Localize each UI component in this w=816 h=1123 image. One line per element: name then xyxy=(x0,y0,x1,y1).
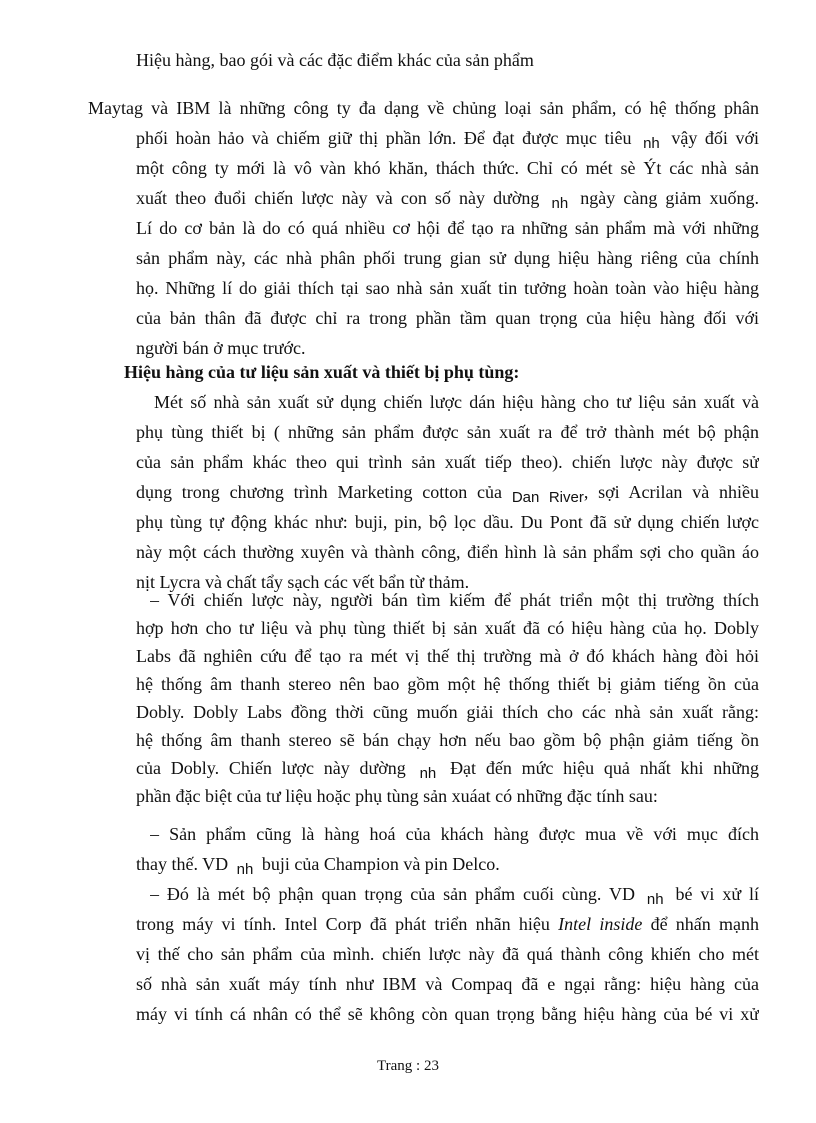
p1-line-1: Maytag và IBM là những công ty đa dạng về chủng loại sản phẩm, có hệ thống phân xyxy=(88,98,759,118)
p5-line-3: vị thế cho sản phẩm của mình. chiến lược này đã quá thành công khiến cho mét xyxy=(136,944,759,964)
p3-line-2: hợp hơn cho tư liệu và phụ tùng thiết bị sản xuất đã có hiệu hàng của họ. Dobly xyxy=(136,618,759,638)
p5-line-2: trong máy vi tính. Intel Corp đã phát triển nhãn hiệu Intel inside để nhấn mạnh xyxy=(136,914,759,934)
p5-line-4: số nhà sản xuất máy tính như IBM và Compaq đã e ngại rằng: hiệu hàng của xyxy=(136,974,759,994)
p1-line-2: phối hoàn hảo và chiếm giữ thị phần lớn. Để đạt được mục tiêu $_{nh}$ vậy đối với xyxy=(136,128,759,150)
p3-line-7: của Dobly. Chiến lược này dường $_{nh}$ Đạt đến mức hiệu quả nhất khi những xyxy=(136,758,759,780)
p5-line-5: máy vi tính cá nhân có thể sẽ không còn quan trọng bằng hiệu hàng của bé vi xử xyxy=(136,1004,759,1024)
page-number: Trang : 23 xyxy=(377,1058,439,1074)
p3-line-6: hệ thống âm thanh stereo sẽ bán chạy hơn nếu bao gồm bộ phận giảm tiếng ồn xyxy=(136,730,759,750)
p3-line-4: hệ thống âm thanh stereo nên bao gồm một hệ thống thiết bị giảm tiếng ồn của xyxy=(136,674,759,694)
p2-line-4: dụng trong chương trình Marketing cotton của $_{Dan River}$, sợi Acrilan và nhiều xyxy=(136,482,759,504)
p1-line-5: Lí do cơ bản là do có quá nhiều cơ hội để tạo ra những sản phẩm mà với những xyxy=(136,218,759,238)
top-heading: Hiệu hàng, bao gói và các đặc điểm khác của sản phẩm xyxy=(136,50,534,70)
p3-line-1: – Với chiến lược này, người bán tìm kiếm để phát triển một thị trường thích xyxy=(150,590,759,610)
p2-line-7: nịt Lycra và chất tẩy sạch các vết bẩn từ thảm. xyxy=(136,572,470,592)
p1-line-7: họ. Những lí do giải thích tại sao nhà sản xuất tin tưởng hoàn toàn vào hiệu hàng xyxy=(136,278,759,298)
p1-line-8: của bản thân đã được chỉ ra trong phần tầm quan trọng của hiệu hàng đối với xyxy=(136,308,759,328)
p4-line-1: – Sản phẩm cũng là hàng hoá của khách hàng được mua về với mục đích xyxy=(150,824,759,844)
p5-line-1: – Đó là mét bộ phận quan trọng của sản phẩm cuối cùng. VD $_{nh}$ bé vi xử lí xyxy=(150,884,759,906)
p2-line-1: Mét số nhà sản xuất sử dụng chiến lược dán hiệu hàng cho tư liệu sản xuất và xyxy=(154,392,759,412)
p3-line-3: Labs đã nghiên cứu để tạo ra mét vị thế thị trường mà ở đó khách hàng đòi hỏi xyxy=(136,646,759,666)
p2-line-3: của sản phẩm khác theo qui trình sản xuất tiếp theo). chiến lược này được sử xyxy=(136,452,759,472)
p2-line-5: phụ tùng tự động khác như: buji, pin, bộ lọc dầu. Du Pont đã sử dụng chiến lược xyxy=(136,512,759,532)
p3-line-8: phần đặc biệt của tư liệu hoặc phụ tùng sản xuáat có những đặc tính sau: xyxy=(136,786,658,806)
p1-line-4: xuất theo đuổi chiến lược này và con số này dường $_{nh}$ ngày càng giảm xuống. xyxy=(136,188,759,210)
p2-line-6: này một cách thường xuyên và thành công, điển hình là sản phẩm sợi cho quần áo xyxy=(136,542,759,562)
p3-line-5: Dobly. Dobly Labs đồng thời cũng muốn giải thích cho các nhà sản xuất rằng: xyxy=(136,702,759,722)
p1-line-6: sản phẩm này, các nhà phân phối trung gian sử dụng hiệu hàng riêng của chính xyxy=(136,248,759,268)
section-heading: Hiệu hàng của tư liệu sản xuất và thiết bị phụ tùng: xyxy=(124,362,520,382)
p1-line-9: người bán ở mục trước. xyxy=(136,338,306,358)
p2-line-2: phụ tùng thiết bị ( những sản phẩm được sản xuất ra để trở thành mét bộ phận xyxy=(136,422,759,442)
p1-line-3: một công ty mới là vô vàn khó khăn, thách thức. Chỉ có mét sè Ýt các nhà sản xyxy=(136,158,759,178)
p4-line-2: thay thế. VD $_{nh}$ buji của Champion và pin Delco. xyxy=(136,854,500,876)
